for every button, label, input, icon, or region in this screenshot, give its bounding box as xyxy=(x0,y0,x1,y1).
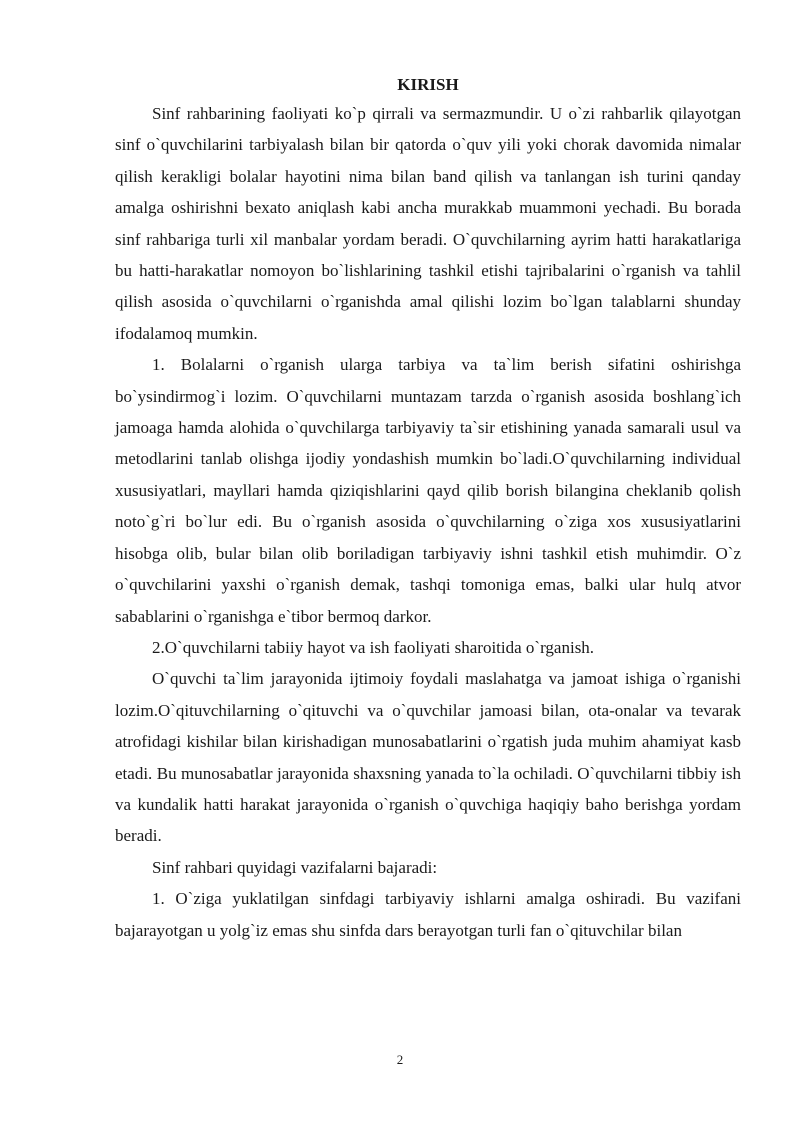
paragraph-point-2: 2.O`quvchilarni tabiiy hayot va ish faoliyati sharoitida o`rganish. xyxy=(152,637,595,657)
page-number: 2 xyxy=(396,1052,404,1067)
document-title: KIRISH xyxy=(397,75,459,94)
paragraph-intro: Sinf rahbarining faoliyati ko`p qirrali va sermazmundir. U o`zi rahbarlik qilayotgan sinf o`quvchilarini tarbiyalash bilan bir qatorda o`quv yili yoki chorak davomida nimalar qilish kerakligi bolalar hayotini nima bilan band qilish va tanlangan ish turini qanday amalga oshirishni bexato aniqlash kabi ancha murakkab muammoni yechadi. Bu borada sinf rahbariga turli xil manbalar yordam beradi. O`quvchilarning ayrim hatti harakatlariga bu hatti-harakatlar nomoyon bo`lishlarining tashkil etishi tajribalarini o`rganish va tahlil qilish asosida o`quvchilarni o`rganishda amal qilishi lozim bo`lgan talablarni shunday ifodalamoq mumkin. xyxy=(115,104,741,343)
document-page xyxy=(115,73,741,946)
paragraph-duty-1: 1. O`ziga yuklatilgan sinfdagi tarbiyaviy ishlarni amalga oshiradi. Bu vazifani bajarayotgan u yolg`iz emas shu sinfda dars berayotgan turli fan o`qituvchilar bilan xyxy=(115,889,741,940)
paragraph-point-1: 1. Bolalarni o`rganish ularga tarbiya va ta`lim berish sifatini oshirishga bo`ysindirmog`i lozim. O`quvchilarni muntazam tarzda o`rganish asosida boshlang`ich jamoaga hamda alohida o`quvchilarga tarbiyaviy ta`sir etishining yanada samarali usul va metodlarini tanlab olishga ijodiy yondashish mumkin bo`ladi.O`quvchilarning individual xususiyatlari, mayllari hamda qiziqishlarini qayd qilib borish bilangina cheklanib qolish noto`g`ri bo`lur edi. Bu o`rganish asosida o`quvchilarning o`ziga xos xususiyatlarini hisobga olib, bular bilan olib boriladigan tarbiyaviy ishni tashkil etish muhimdir. O`z o`quvchilarini yaxshi o`rganish demak, tashqi tomoniga emas, balki ular hulq atvor sabablarini o`rganishga e`tibor bermoq darkor. xyxy=(115,355,741,626)
paragraph-social-activity: O`quvchi ta`lim jarayonida ijtimoiy foydali maslahatga va jamoat ishiga o`rganishi lozim.O`qituvchilarning o`qituvchi va o`quvchilar jamoasi bilan, ota-onalar va tevarak atrofidagi kishilar bilan kirishadigan munosabatlarini o`rgatish juda muhim ahamiyat kasb etadi. Bu munosabatlar jarayonida shaxsning yanada to`la ochiladi. O`quvchilarni tibbiy ish va kundalik hatti harakat jarayonida o`rganish o`quvchiga haqiqiy baho berishga yordam beradi. xyxy=(115,669,741,846)
paragraph-duties-intro: Sinf rahbari quyidagi vazifalarni bajaradi: xyxy=(152,857,438,877)
